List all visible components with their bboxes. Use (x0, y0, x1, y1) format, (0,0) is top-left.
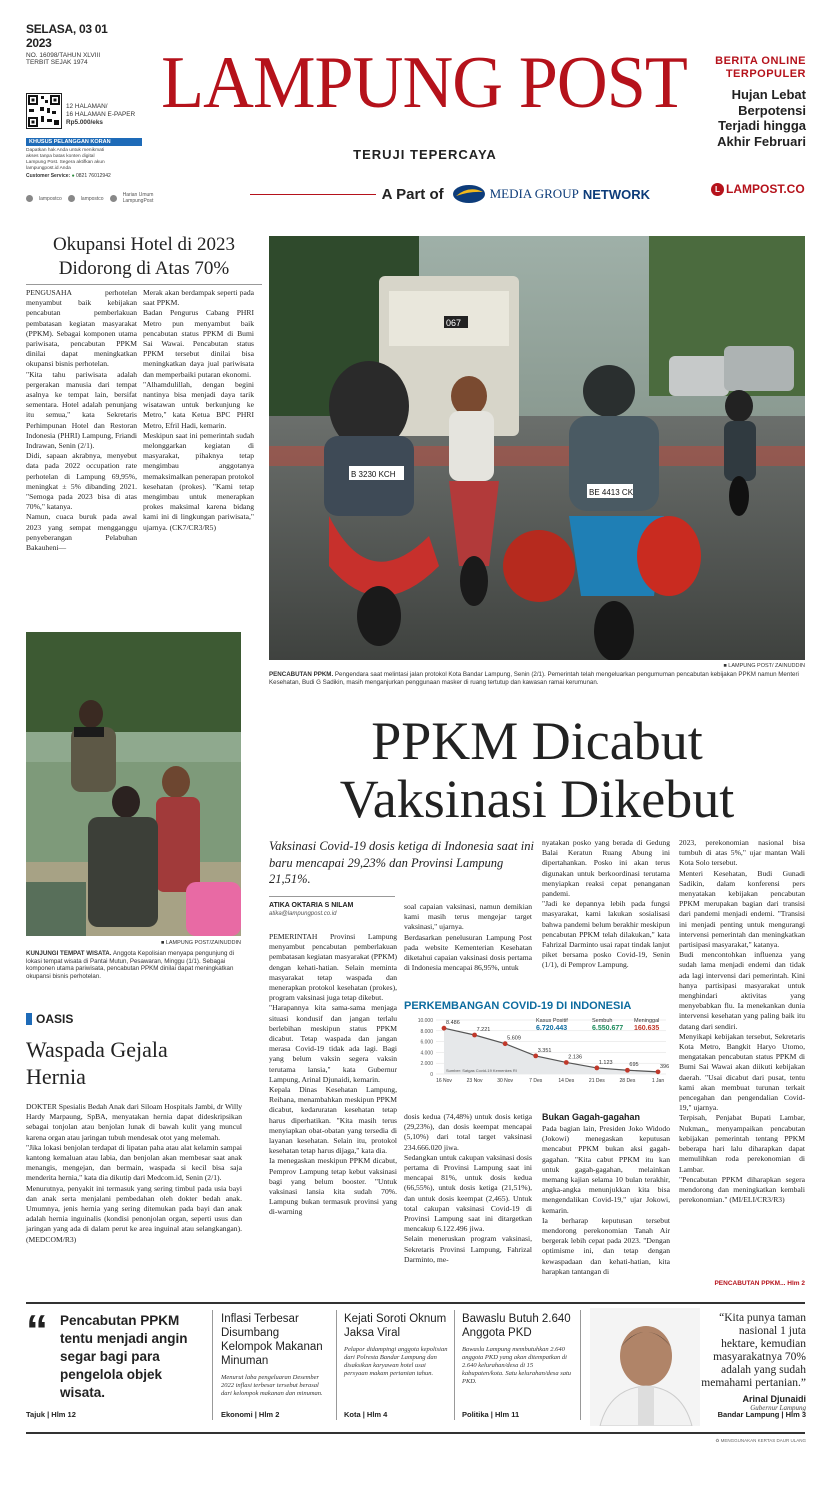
chart-ytick-label: 8.000 (420, 1028, 433, 1035)
subscriber-text: Dapatkan hak Anda untuk menikmati akses tanpa batas konten digital Lampung Post. Segera aktifkan akun lampungpost.id Anda (26, 148, 105, 171)
newspaper-logo[interactable]: LAMPUNG POST (161, 42, 687, 124)
lead-text: Vaksinasi Covid-19 dosis ketiga di Indonesia saat ini baru mencapai 29,23% dan Provinsi Lampung 21,51%. (269, 839, 534, 886)
subscriber-label: KHUSUS PELANGGAN KORAN (26, 138, 142, 146)
chart-point (656, 1069, 661, 1074)
chart-point (503, 1041, 508, 1046)
page-count: 12 HALAMAN/ 16 HALAMAN E-PAPER Rp5.000/eks (66, 103, 136, 126)
recycle-icon: ♻ (715, 1438, 720, 1443)
chart-ytick-label: 10.000 (417, 1018, 433, 1024)
svg-text:BE 4413 CK: BE 4413 CK (589, 488, 634, 497)
chart-title: PERKEMBANGAN COVID-19 DI INDONESIA (404, 1000, 632, 1012)
recycle-note: ♻ MENGGUNAKAN KERTAS DAUR ULANG (715, 1438, 806, 1443)
chart-xtick-label: 23 Nov (466, 1078, 483, 1084)
story-column-3-top: nyatakan posko yang berada di Gedung Balai Keratun Ruang Abung ini dipertahankan. Posko ini akan terus digunakan untuk berkoordinasi terutama menyiapkan reaksi cepat penanganan pandemi. "Jadi ke depannya lebih pada fungsi masyarakat, kami lakukan sosialisasi bahwa pandemi belum berakhir meskipun pencabutan PPKM telah dilakukan," kata Fahrizal Darminto usai rapat tindak lanjut piket bersama posko Covid-19, Senin (1/1), di Pemprov Lampung. (542, 838, 670, 970)
bottom-item-3[interactable]: Bawaslu Butuh 2.640 Anggota PKD Bawaslu Lampung membutuhkan 2.640 anggota PKD yang akan ditempatkan di 2.640 kelurahan/desa di 15 kabupaten/kota. Satu kelurahan/desa satu PKD. (462, 1313, 572, 1385)
beach-police-photo (26, 632, 241, 936)
chart-ytick-label: 0 (430, 1072, 433, 1078)
tourism-photo-caption: KUNJUNGI TEMPAT WISATA. Anggota Kepolisian menyapa pengunjung di lokasi tempat wisata di Pantai Mutun, Pesawaran, Minggu (1/1). Sebagai komponen utama pariwisata, pencabutan PPKM dinilai dapat meningkatkan okupansi bisnis perhotelan. (26, 950, 234, 980)
chart-stat-label: Sembuh (592, 1018, 613, 1024)
chart-data-label: 695 (629, 1062, 639, 1069)
svg-text:067: 067 (446, 318, 462, 328)
chart-point (533, 1054, 538, 1059)
chart-point (472, 1033, 477, 1038)
chart-point (442, 1026, 447, 1031)
oasis-label: OASIS (26, 1012, 73, 1026)
subscriber-box: KHUSUS PELANGGAN KORAN Dapatkan hak Anda untuk menikmati akses tanpa batas konten digital Lampung Post. Segera aktifkan akun lampungpost.id Anda Customer Service: ● 0821 76012942 (26, 138, 142, 179)
since-year: TERBIT SEJAK 1974 (26, 59, 88, 66)
hotel-column-2: Merak akan berdampak seperti pada saat PPKM. Badan Pengurus Cabang PHRI Metro pun menyambut baik pencabutan status PPKM di Bumi Sai Wawai. Pencabutan status PPKM tersebut dinilai bisa meningkatkan daya jual pariwisata dan memperbaiki putaran ekonomi. "Alhamdulillah, dengan begini nantinya bisa menjadi daya tarik wisatawan untuk berkunjung ke Metro," kata Ketua BPC PHRI Metro, Efril Hadi, kemarin. Meskipun saat ini pemerintah sudah melonggarkan kegiatan di masyarakat, pihaknya tetap mengimbau anggotanya memaksimalkan penerapan protokol kesehatan (prokes). "Kami tetap mengimbau untuk menerapkan prokes maksimal karena bidang kami ini di lingkungan pariwisata," ujarnya. (CK7/CR3/R5) (143, 288, 254, 532)
svg-text:B 3230 KCH: B 3230 KCH (351, 470, 396, 479)
story-column-1: PEMERINTAH Provinsi Lampung menyambut pencabutan pemberlakuan pembatasan kegiatan masyarakat (PPKM) dengan kehati-hatian. Selain meminta masyarakat tetap waspada dan menerapkan protokol kesehatan (prokes), program vaksinasi juga tetap dikebut. "Harapannya kita sama-sama menjaga situasi kondusif dan jangan terlalu berlebihan meskipun status PPKM dicabut. Tetap waspada dan jangan merasa Covid-19 tidak ada lagi. Bagi yang belum vaksin segera vaksin terutama lansia," kata Gubernur Lampung, Arinal Djunaidi, kemarin. Kepala Dinas Kesehatan Lampung, Reihana, menambahkan meskipun PPKM dicabut, kedaruratan kesehatan tetap harus diperhatikan. "Kita masih terus menyiapkan obat-obatan yang tersedia di layanan kesehatan. Selain itu, protokol kesehatan tetap harus dijaga," kata dia. Ia menegaskan meskipun PPKM dicabut, Pemprov Lampung tetap kebut vaksinasi bagi yang belum booster. "Untuk vaksinasi lansia kita sudah 70%. Lampung bukan termasuk provinsi yang di-warning (269, 932, 397, 1217)
chart-point (564, 1060, 569, 1065)
story-subhead: Bukan Gagah-gagahan (542, 1112, 641, 1122)
media-group-banner: A Part of MEDIA GROUP NETWORK (250, 182, 650, 206)
governor-portrait (590, 1308, 700, 1426)
hotel-headline[interactable]: Okupansi Hotel di 2023 Didorong di Atas 70% (52, 234, 236, 279)
chart-point (625, 1068, 630, 1073)
masthead-info (26, 22, 131, 66)
qr-code[interactable] (26, 93, 62, 129)
twitter-icon[interactable] (68, 195, 75, 202)
bottom-item-1[interactable]: Inflasi Terbesar Disumbang Kelompok Makanan Minuman Menurut laba pengeluaran Desember 2022 inflasi terbesar tersebut berasal dari kelompok makanan dan minuman. (221, 1313, 323, 1397)
chart-ytick-label: 4.000 (420, 1050, 433, 1057)
tourism-photo-credit: ■ LAMPUNG POST/ZAINUDDIN (160, 940, 241, 946)
tajuk-ref[interactable]: Tajuk | Hlm 12 (26, 1410, 76, 1419)
bottom-item-2-ref[interactable]: Kota | Hlm 4 (344, 1410, 388, 1419)
chart-data-label: 7.221 (476, 1027, 491, 1034)
quote-mark-icon: “ (26, 1306, 48, 1355)
chart-xtick-label: 1 Jan (651, 1078, 665, 1084)
main-photo-caption: PENCABUTAN PPKM. Pengendara saat melintasi jalan protokol Kota Bandar Lampung, Senin (2/1). Pemerintah telah mengeluarkan pengumuman pencabutan kebijakan PPKM namun Menteri Kesehatan, Budi G Sadikin, masih menganjurkan penggunaan masker di ruang tertutup dan kawasan ramai kerumunan. (269, 671, 799, 686)
edition-date: SELASA, 03 01 2023 (26, 22, 108, 50)
byline: ATIKA OKTARIA S NILAM atika@lampungpost.co.id (269, 902, 354, 917)
media-group-logo-icon (452, 183, 486, 205)
lampost-icon: L (711, 183, 724, 196)
main-headline[interactable]: PPKM Dicabut Vaksinasi Dikebut (339, 711, 735, 829)
chart-stat-value: 160.635 (634, 1025, 660, 1032)
chart-data-label: 396 (660, 1063, 670, 1070)
bottom-item-1-ref[interactable]: Ekonomi | Hlm 2 (221, 1410, 280, 1419)
hotel-column-1: PENGUSAHA perhotelan menyambut baik kebijakan pencabutan pemberlakuan pembatasan kegiatan masyarakat (PPKM). Sebagai komponen utama pariwisata, pencabutan PPKM dinilai dapat meningkatkan okupansi bisnis perhotelan. "Kita tahu pariwisata adalah pergerakan manusia dari tempat asalnya ke tempat lain, bersifat sementara. Hotel adalah penunjang itu semua," kata Sekretaris Perhimpunan Hotel dan Restoran Indonesia (PHRI) Lampung, Friandi Indrawan, Senin (2/1). Didi, sapaan akrabnya, menyebut data pada 2022 occupation rate perhotelan di Lampung 69,95%, meningkat ± 5% dibanding 2021. "Semoga pada 2023 bisa di atas 70%," katanya. Namun, cuaca buruk pada awal 2023 yang sempat mengganggu penyeberangan Pelabuhan Bakauheni— (26, 288, 137, 553)
main-photo-credit: ■ LAMPUNG POST/ ZAINUDDIN (723, 663, 805, 669)
lampost-site[interactable]: L LAMPOST.CO (711, 182, 805, 196)
story-column-4: 2023, perekonomian nasional bisa tumbuh di atas 5%," ujar mantan Wali Kota Solo tersebut. Menteri Kesehatan, Budi Gunadi Sadikin, dalam konferensi pers menyatakan kebijakan pencabutan PPKM merupakan bagian dari transisi dari pandemi menjadi endemi. "Transisi ini menjadi penting untuk mengurangi intervensi pemerintah dan meningkatkan partisipasi masyarakat," katanya. Budi mencontohkan influenza yang sudah lama menjadi endemi dan tidak ada lagi intervensi dari pemerintah. Kini hanya partisipasi masyarakat untuk menghindari aktivitas yang menyebabkan flu. Ia menekankan dunia intervensi kesehatan yang paling baik itu datang dari sendiri. Menyikapi kebijakan tersebut, Sekretaris Kota Metro, Bangkit Haryo Utomo, mengatakan pencabutan status PPKM di Bumi Sai Wawai akan diikuti kebijakan daerah. "Usai dicabut dari pusat, tentu kami akan membuat turunan terkait pencegahan dan pengendalian Covid-19," ujarnya. Terpisah, Penjabat Bupati Lambar, Nukman,, menyampaikan pencabutan kebijakan pemerintah tentang PPKM beberapa hari lalu diharapkan dapat memulihkan roda perekonomian di Lambar. "Pencabutan PPKM diharapkan segera mendorong dan meningkatkan kembali perekonomian." (MI/ELI/CR3/R3) (679, 838, 805, 1205)
chart-data-label: 3.351 (537, 1047, 552, 1054)
facebook-icon[interactable] (110, 195, 117, 202)
chart-stat-value: 6.550.677 (592, 1025, 624, 1032)
oasis-text: DOKTER Spesialis Bedah Anak dari Siloam Hospitals Jambi, dr Willy Hardy Marpaung, SpBA, menyatakan hernia dapat dideskripsikan sebagai tonjolan atau benjolan lunak di bawah kulit yang muncul karena organ atau jaringan tubuh mendesak otot yang melemah. "Jika lokasi benjolan terdapat di lipatan paha atau alat kelamin sampai kantong kemaluan atau labia, dan benjolan akan membesar saat anak menangis, mengejan, dan bermain, waspada si kecil bisa saja menderita hernia," kata dia dikutip dari Medcom.id, Senin (2/1). Menurutnya, penyakit ini termasuk yang sering timbul pada usia bayi dan anak serta menjalani pembedahan oleh dokter bedah anak. Umumnya, jenis hernia yang sering ditemukan pada bayi dan anak adalah hernia inguinalis (kondisi penonjolan organ, seperti usus dan jaringan yang ada di dalam perut ke area inguinal atau selangkangan). (MEDCOM/R3) (26, 1102, 242, 1244)
chart-source: Sumber: Satgas Covid-19 Kemenkes RI (446, 1068, 517, 1073)
chart-xtick-label: 16 Nov (436, 1078, 452, 1084)
bottom-item-3-ref[interactable]: Politika | Hlm 11 (462, 1410, 520, 1419)
tajuk-quote[interactable]: “ Pencabutan PPKM tentu menjadi angin segar bagi para pengelola objek wisata. (26, 1306, 188, 1400)
chart-data-label: 2.136 (568, 1054, 583, 1061)
story-column-3-bottom: Pada bagian lain, Presiden Joko Widodo (Jokowi) menegaskan keputusan mencabut PPKM bukan aksi gagah-gagahan. "Kita cabut PPKM itu kan untuk gagah-gagahan, melainkan memang kajian selama 10 bulan terakhir, angka-angka menunjukkan kita bisa mengendalikan Covid-19," ujar Jokowi, kemarin. Ia berharap keputusan tersebut mendorong perekonomian Tanah Air bergerak lebih cepat pada 2023. "Dengan optimisme ini, dan tetap dengan kewaspadaan dan kehati-hatian, kita harapkan tantangan di (542, 1124, 670, 1276)
chart-stat-label: Meninggal (634, 1018, 660, 1024)
story-column-2-bottom: dosis kedua (74,48%) untuk dosis ketiga (29,23%), dan dosis keempat mencapai (5,10%) dari total target vaksinasi 234.666.020 jiwa. Sedangkan untuk cakupan vaksinasi dosis pertama di Provinsi Lampung saat ini mencapai 81%, untuk dosis kedua (66,55%), untuk dosis ketiga (21,51%), dan untuk dosis keempat (2,465). Untuk total cakupan vaksinasi Covid-19 di Provinsi Lampung saat ini ditargetkan mencakup 6.122.496 jiwa. Selain meneruskan program vaksinasi, Sekretaris Provinsi Lampung, Fahrizal Darminto, me- (404, 1112, 532, 1264)
chart-stat-label: Kasus Positif (536, 1018, 568, 1024)
instagram-icon[interactable] (26, 195, 33, 202)
chart-data-label: 5.609 (507, 1035, 521, 1042)
chart-data-label: 1.123 (598, 1059, 613, 1066)
chart-xtick-label: 7 Des (529, 1078, 543, 1084)
qr-icon (27, 94, 61, 128)
online-popular[interactable]: BERITA ONLINE TERPOPULER Hujan Lebat Berpotensi Terjadi hingga Akhir Februari (715, 55, 806, 149)
chart-point (594, 1066, 599, 1071)
chart-xtick-label: 21 Des (588, 1078, 605, 1084)
governor-quote: “Kita punya taman nasional 1 juta hektare, kemudian masyarakatnya 70% adalah yang sudah memahami pertanian.” Arinal Djunaidi Gubernur Lampung (701, 1312, 806, 1412)
chart-ytick-label: 2.000 (420, 1061, 433, 1068)
main-photo[interactable] (269, 236, 805, 660)
chart-ytick-label: 6.000 (420, 1039, 433, 1046)
story-column-2-top: soal capaian vaksinasi, namun demikian kami masih terus mengejar target vaksinasi," ujarnya. Berdasarkan penelusuran Lampung Post pada website Kementerian Kesehatan diketahui capaian vaksinasi dosis pertama di Indonesia mencapai 86,95%, untuk (404, 902, 532, 973)
bottom-item-2[interactable]: Kejati Soroti Oknum Jaksa Viral Pelapor didampingi anggota kepolisian dari Polresta Bandar Lampung dan disaksikan karyawan hotel usai persyaan makam pertanian tahun. (344, 1313, 448, 1377)
tagline: TERUJI TEPERCAYA (353, 147, 497, 162)
chart-xtick-label: 28 Des (619, 1078, 636, 1084)
social-links: lampostco lampostco Harian Umum LampungPost (26, 193, 163, 204)
governor-photo (590, 1308, 700, 1426)
whatsapp-icon: ● (71, 173, 75, 179)
chart-area (404, 1016, 674, 1100)
oasis-headline[interactable]: Waspada Gejala Hernia (26, 1037, 168, 1089)
oasis-marker-icon (26, 1013, 32, 1025)
governor-ref[interactable]: Bandar Lampung | Hlm 3 (717, 1410, 806, 1419)
story-jump[interactable]: PENCABUTAN PPKM... Hlm 2 (714, 1280, 805, 1287)
chart-data-label: 8.486 (446, 1020, 460, 1027)
chart-xtick-label: 30 Nov (497, 1078, 514, 1084)
motorcycle-road-photo (269, 236, 805, 660)
covid-chart (404, 1000, 674, 1100)
edition-number: NO. 16098/TAHUN XLVIII (26, 52, 101, 59)
chart-stat-value: 6.720.443 (536, 1025, 568, 1032)
tourism-photo[interactable] (26, 632, 241, 936)
chart-xtick-label: 14 Des (558, 1078, 575, 1084)
